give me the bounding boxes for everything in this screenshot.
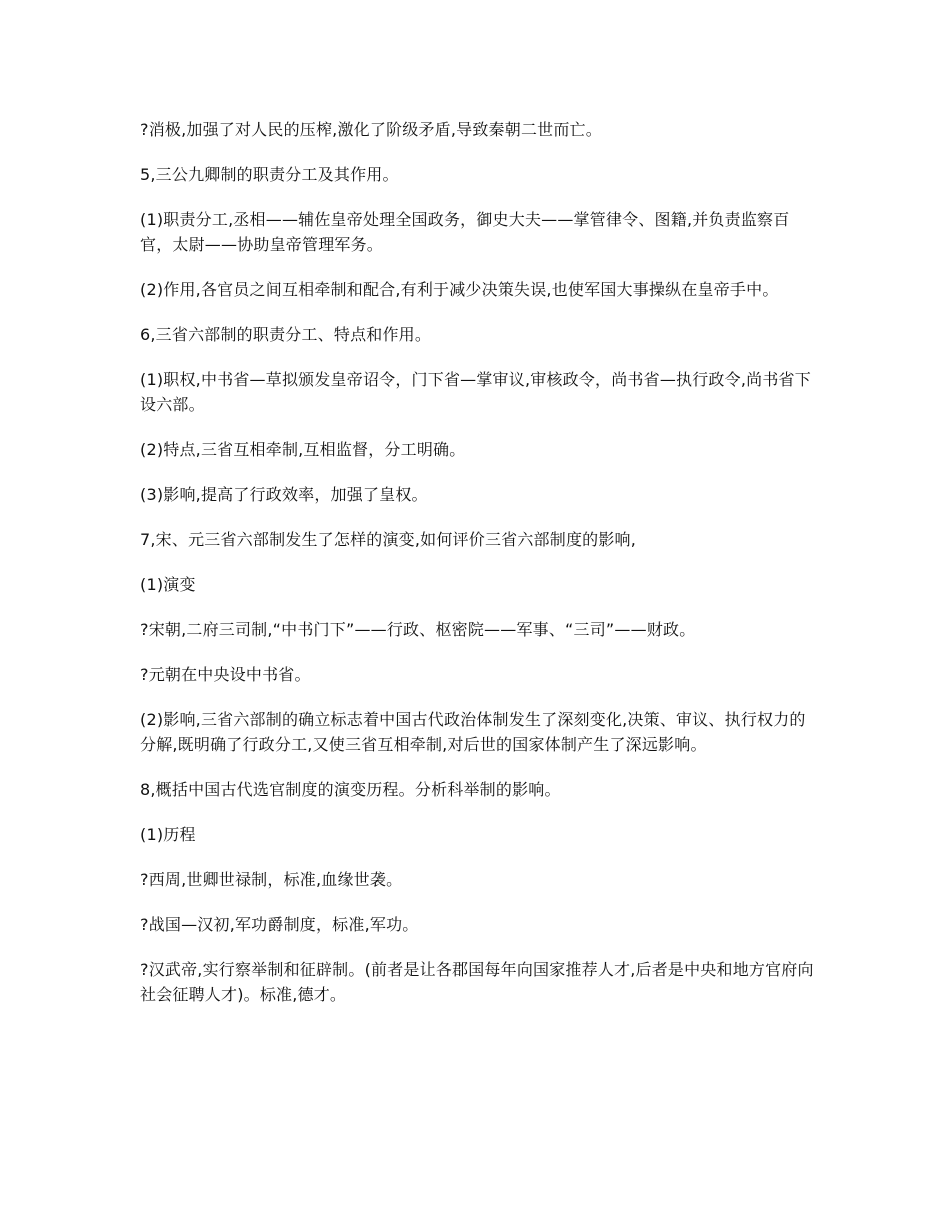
heading-q8-official-selection: 8,概括中国古代选官制度的演变历程。分析科举制的影响。 bbox=[140, 780, 561, 799]
paragraph-q8-emperor-wu: ?汉武帝,实行察举制和征辟制。(前者是让各郡国每年向国家推荐人才,后者是中央和地方官府向社会征聘人才)。标准,德才。 bbox=[140, 960, 814, 1004]
paragraph-qin-negative: ?消极,加强了对人民的压榨,激化了阶级矛盾,导致秦朝二世而亡。 bbox=[140, 120, 602, 139]
paragraph-q6-powers: (1)职权,中书省—草拟颁发皇帝诏令，门下省—掌审议,审核政令，尚书省—执行政令,尚书省下设六部。 bbox=[140, 370, 811, 414]
heading-q6-three-departments-six-ministries: 6,三省六部制的职责分工、特点和作用。 bbox=[140, 325, 432, 344]
paragraph-q5-effect: (2)作用,各官员之间互相牵制和配合,有利于减少决策失误,也使军国大事操纵在皇帝手中。 bbox=[140, 280, 779, 299]
heading-q5-three-dukes-nine-ministers: 5,三公九卿制的职责分工及其作用。 bbox=[140, 165, 399, 184]
paragraph-q8-western-zhou: ?西周,世卿世禄制，标准,血缘世袭。 bbox=[140, 870, 403, 889]
paragraph-q6-features: (2)特点,三省互相牵制,互相监督，分工明确。 bbox=[140, 440, 466, 459]
paragraph-q6-influence: (3)影响,提高了行政效率，加强了皇权。 bbox=[140, 485, 428, 504]
paragraph-q8-warring-states: ?战国—汉初,军功爵制度，标准,军功。 bbox=[140, 915, 419, 934]
paragraph-q7-influence: (2)影响,三省六部制的确立标志着中国古代政治体制发生了深刻变化,决策、审议、执行权力的分解,既明确了行政分工,又使三省互相牵制,对后世的国家体制产生了深远影响。 bbox=[140, 710, 806, 754]
paragraph-q7-yuan-dynasty: ?元朝在中央设中书省。 bbox=[140, 665, 311, 684]
paragraph-q5-duties: (1)职责分工,丞相——辅佐皇帝处理全国政务，御史大夫——掌管律令、图籍,并负责监察百官，太尉——协助皇帝管理军务。 bbox=[140, 210, 790, 254]
document-body bbox=[140, 117, 816, 1027]
subheading-q8-process: (1)历程 bbox=[140, 825, 196, 844]
heading-q7-song-yuan-evolution: 7,宋、元三省六部制发生了怎样的演变,如何评价三省六部制度的影响, bbox=[140, 530, 637, 549]
subheading-q7-evolution: (1)演变 bbox=[140, 575, 196, 594]
paragraph-q7-song-dynasty: ?宋朝,二府三司制,“中书门下”——行政、枢密院——军事、“三司”——财政。 bbox=[140, 620, 696, 639]
